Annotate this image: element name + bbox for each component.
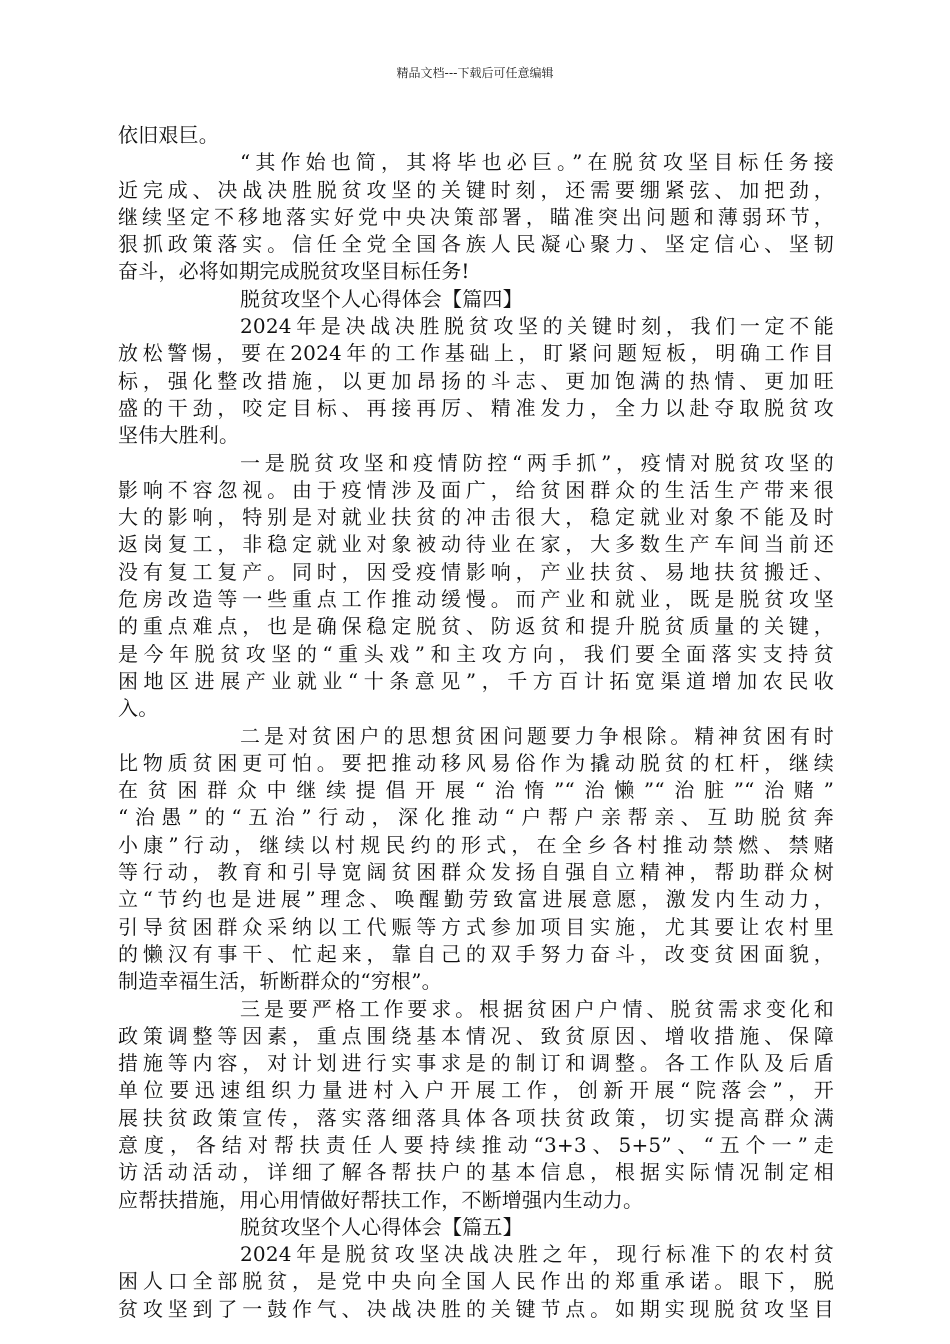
text-line: 脱贫攻坚个人心得体会【篇四】 [240, 286, 523, 311]
text-line: 放松警惕，要在2024年的工作基础上，盯紧问题短板，明确工作目 [118, 341, 834, 366]
text-line: 在贫困群众中继续提倡开展“治惰”“治懒”“治脏”“治赌” [118, 778, 834, 803]
text-line: 返岗复工，非稳定就业对象被动待业在家，大多数生产车间当前还 [118, 532, 834, 557]
text-line: 坚伟大胜利。 [118, 423, 240, 448]
text-line: 2024年是脱贫攻坚决战决胜之年，现行标准下的农村贫 [240, 1242, 834, 1267]
text-line: 访活动活动，详细了解各帮扶户的基本信息，根据实际情况制定相 [118, 1160, 834, 1185]
text-line: 脱贫攻坚个人心得体会【篇五】 [240, 1214, 523, 1239]
text-line: 入。 [118, 696, 159, 721]
document-body [118, 122, 834, 1323]
text-line: 意度，各结对帮扶责任人要持续推动“3+3、5+5”、“五个一”走 [118, 1132, 834, 1157]
text-line: 影响不容忽视。由于疫情涉及面广，给贫困群众的生活生产带来很 [118, 477, 834, 502]
text-line: 等行动，教育和引导宽阔贫困群众发扬自强自立精神，帮助群众树 [118, 860, 834, 885]
text-line: 小康”行动，继续以村规民约的形式，在全乡各村推动禁燃、禁赌 [118, 832, 834, 857]
text-line: 是今年脱贫攻坚的“重头戏”和主攻方向，我们要全面落实支持贫 [118, 641, 834, 666]
text-line: 依旧艰巨。 [118, 123, 219, 147]
text-line: 三是要严格工作要求。根据贫困户户情、脱贫需求变化和 [240, 996, 834, 1021]
text-line: 制造幸福生活，斩断群众的“穷根”。 [118, 969, 442, 994]
text-line: 展扶贫政策宣传，落实落细落具体各项扶贫政策，切实提高群众满 [118, 1105, 834, 1130]
text-line: “其作始也简，其将毕也必巨。”在脱贫攻坚目标任务接 [240, 150, 834, 175]
text-line: 政策调整等因素，重点围绕基本情况、致贫原因、增收措施、保障 [118, 1023, 834, 1048]
text-line: “治愚”的“五治”行动，深化推动“户帮户亲帮亲、互助脱贫奔 [118, 805, 834, 830]
text-line: 危房改造等一些重点工作推动缓慢。而产业和就业，既是脱贫攻坚 [118, 587, 834, 612]
text-line: 立“节约也是进展”理念、唤醒勤劳致富进展意愿，激发内生动力， [118, 887, 834, 912]
text-line: 困人口全部脱贫，是党中央向全国人民作出的郑重承诺。眼下，脱 [118, 1269, 834, 1294]
text-line: 2024年是决战决胜脱贫攻坚的关键时刻，我们一定不能 [240, 314, 834, 339]
text-line: 引导贫困群众采纳以工代赈等方式参加项目实施，尤其要让农村里 [118, 914, 834, 939]
text-line: 单位要迅速组织力量进村入户开展工作，创新开展“院落会”，开 [118, 1078, 834, 1103]
text-line: 比物质贫困更可怕。要把推动移风易俗作为撬动脱贫的杠杆，继续 [118, 750, 834, 775]
text-line: 一是脱贫攻坚和疫情防控“两手抓”，疫情对脱贫攻坚的 [240, 450, 834, 475]
text-line: 盛的干劲，咬定目标、再接再厉、精准发力，全力以赴夺取脱贫攻 [118, 395, 834, 420]
text-line: 继续坚定不移地落实好党中央决策部署，瞄准突出问题和薄弱环节， [118, 204, 834, 229]
text-line: 标，强化整改措施，以更加昂扬的斗志、更加饱满的热情、更加旺 [118, 368, 834, 393]
text-line: 近完成、决战决胜脱贫攻坚的关键时刻，还需要绷紧弦、加把劲， [118, 177, 834, 202]
text-line: 的重点难点，也是确保稳定脱贫、防返贫和提升脱贫质量的关键， [118, 614, 834, 639]
text-line: 措施等内容，对计划进行实事求是的制订和调整。各工作队及后盾 [118, 1051, 834, 1076]
text-line: 的懒汉有事干、忙起来，靠自己的双手努力奋斗，改变贫困面貌， [118, 941, 834, 966]
text-line: 二是对贫困户的思想贫困问题要力争根除。精神贫困有时 [240, 723, 834, 748]
text-line: 贫攻坚到了一鼓作气、决战决胜的关键节点。如期实现脱贫攻坚目 [118, 1296, 834, 1321]
text-line: 狠抓政策落实。信任全党全国各族人民凝心聚力、坚定信心、坚韧 [118, 232, 834, 257]
text-line: 困地区进展产业就业“十条意见”，千方百计拓宽渠道增加农民收 [118, 668, 834, 693]
page-header: 精品文档---下载后可任意编辑 [396, 66, 554, 80]
text-line: 奋斗，必将如期完成脱贫攻坚目标任务! [118, 259, 470, 284]
text-line: 没有复工复产。同时，因受疫情影响，产业扶贫、易地扶贫搬迁、 [118, 559, 834, 584]
text-line: 大的影响，特别是对就业扶贫的冲击很大，稳定就业对象不能及时 [118, 505, 834, 530]
text-line: 应帮扶措施，用心用情做好帮扶工作，不断增强内生动力。 [118, 1187, 644, 1212]
